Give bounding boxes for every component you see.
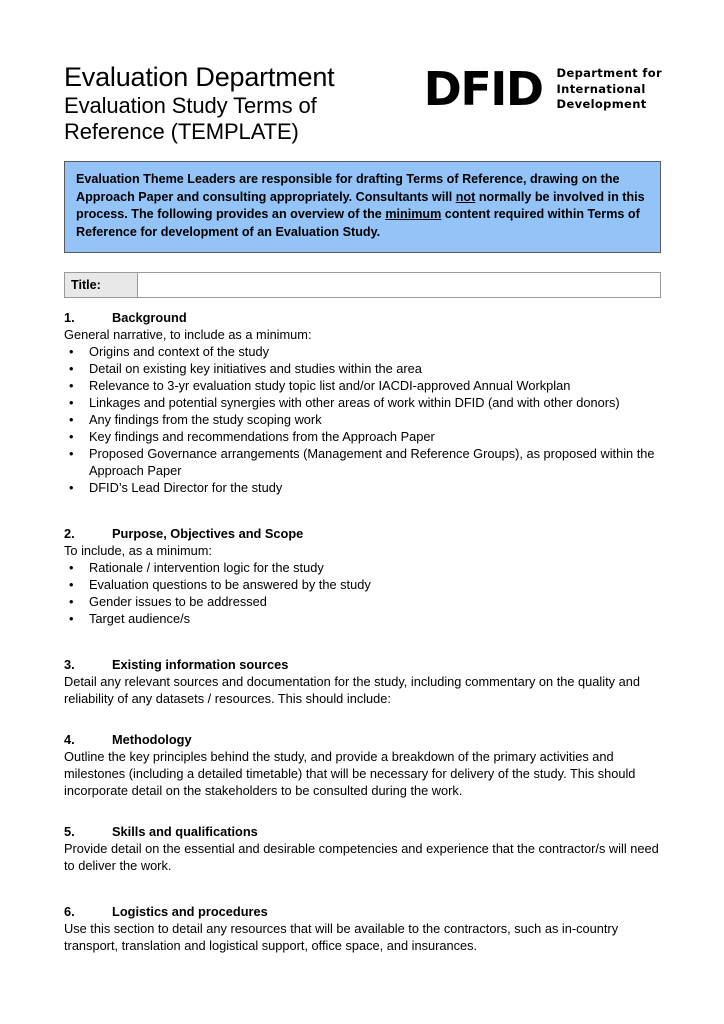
list-item: • Rationale / intervention logic for the study: [64, 559, 664, 576]
list-item: • Proposed Governance arrangements (Management and Reference Groups), as proposed within the Approach Paper: [64, 445, 664, 479]
dfid-logo-subtext-line-1: Department for: [556, 66, 662, 80]
dfid-logo-subtext: [557, 66, 662, 113]
guidance-callout-text: [76, 171, 649, 241]
section-heading: [64, 823, 664, 840]
section-skills-and-qualifications: [64, 823, 664, 874]
section-intro-text: General narrative, to include as a minimum:: [64, 327, 312, 342]
list-item: • Linkages and potential synergies with other areas of work within DFID (and with other donors): [64, 394, 664, 411]
guidance-callout-box: [64, 161, 661, 253]
table-row: [65, 273, 661, 298]
section-spacer: [64, 496, 664, 525]
callout-underlined-minimum: minimum: [385, 207, 442, 222]
section-number: 6.: [64, 904, 75, 919]
callout-text-part-2: normally be involved in this process. The following provides an overview of the: [76, 189, 645, 222]
section-spacer: [64, 874, 664, 903]
section-heading: [64, 525, 664, 542]
section-number: 5.: [64, 824, 75, 839]
section-bullet-list: [64, 343, 664, 496]
section-methodology: [64, 731, 664, 799]
dfid-logo-subtext-line-2: International: [556, 81, 646, 96]
callout-text-part-3: content required within Terms of Reference for development of an Evaluation Study.: [76, 207, 640, 239]
document-body: [64, 309, 664, 954]
section-spacer: [64, 707, 664, 731]
title-field-table: [64, 272, 661, 298]
section-paragraph: Use this section to detail any resources that will be available to the contractors, such as in-country transport, translation and logistical support, office space, and insurances.: [64, 921, 619, 953]
section-number: 4.: [64, 732, 75, 747]
section-heading: [64, 903, 664, 920]
list-item: • Relevance to 3-yr evaluation study topic list and/or IACDI-approved Annual Workplan: [64, 377, 664, 394]
section-bullet-list: [64, 559, 664, 627]
list-item: • Origins and context of the study: [64, 343, 664, 360]
list-item: • Any findings from the study scoping work: [64, 411, 664, 428]
section-spacer: [64, 799, 664, 823]
section-heading: [64, 656, 664, 673]
section-heading: [64, 731, 664, 748]
list-item: • DFID’s Lead Director for the study: [64, 479, 664, 496]
document-header: [64, 62, 664, 145]
dfid-logo-subtext-line-3: Development: [556, 97, 647, 111]
section-background: [64, 309, 664, 496]
section-title: Existing information sources: [112, 657, 289, 672]
section-number: 1.: [64, 310, 75, 325]
title-input-field[interactable]: [138, 273, 661, 298]
section-number: 3.: [64, 657, 75, 672]
section-paragraph: Provide detail on the essential and desirable competencies and experience that the contractor/s will need to deliver the work.: [64, 841, 659, 873]
list-item: • Target audience/s: [64, 610, 664, 627]
dfid-logo: [423, 62, 662, 117]
section-number: 2.: [64, 526, 75, 541]
page-subtitle-line-2: Reference (TEMPLATE): [64, 119, 299, 144]
page-subtitle-line-1: Evaluation Study Terms of: [64, 93, 317, 118]
section-title: Methodology: [112, 732, 192, 747]
section-title: Background: [112, 310, 187, 325]
section-title: Purpose, Objectives and Scope: [112, 526, 304, 541]
callout-underlined-not: not: [455, 189, 476, 204]
section-existing-information-sources: [64, 656, 664, 707]
section-spacer: [64, 627, 664, 656]
page-title: Evaluation Department: [64, 62, 335, 92]
title-block: [64, 62, 334, 145]
section-logistics-and-procedures: [64, 903, 664, 954]
list-item: • Evaluation questions to be answered by the study: [64, 576, 664, 593]
section-paragraph: Outline the key principles behind the study, and provide a breakdown of the primary activities and milestones (including a detailed timetable) that will be necessary for delivery of the study. This should incorporate detail on the stakeholders to be consulted during the work.: [64, 749, 636, 798]
section-title: Skills and qualifications: [112, 824, 258, 839]
list-item: • Gender issues to be addressed: [64, 593, 664, 610]
list-item: • Detail on existing key initiatives and studies within the area: [64, 360, 664, 377]
section-purpose-objectives-scope: [64, 525, 664, 627]
title-field-label: Title:: [65, 273, 138, 298]
section-paragraph: Detail any relevant sources and documentation for the study, including commentary on the quality and reliability of any datasets / resources. This should include:: [64, 674, 640, 706]
section-intro-text: To include, as a minimum:: [64, 543, 212, 558]
page-subtitle: [64, 93, 334, 145]
dfid-logo-wordmark: DFID: [423, 62, 543, 117]
list-item: • Key findings and recommendations from the Approach Paper: [64, 428, 664, 445]
section-heading: [64, 309, 664, 326]
callout-text-part-1: Evaluation Theme Leaders are responsible for drafting Terms of Reference, drawing on the Approach Paper and consulting appropriately. Consultants will: [76, 172, 620, 204]
section-title: Logistics and procedures: [112, 904, 268, 919]
